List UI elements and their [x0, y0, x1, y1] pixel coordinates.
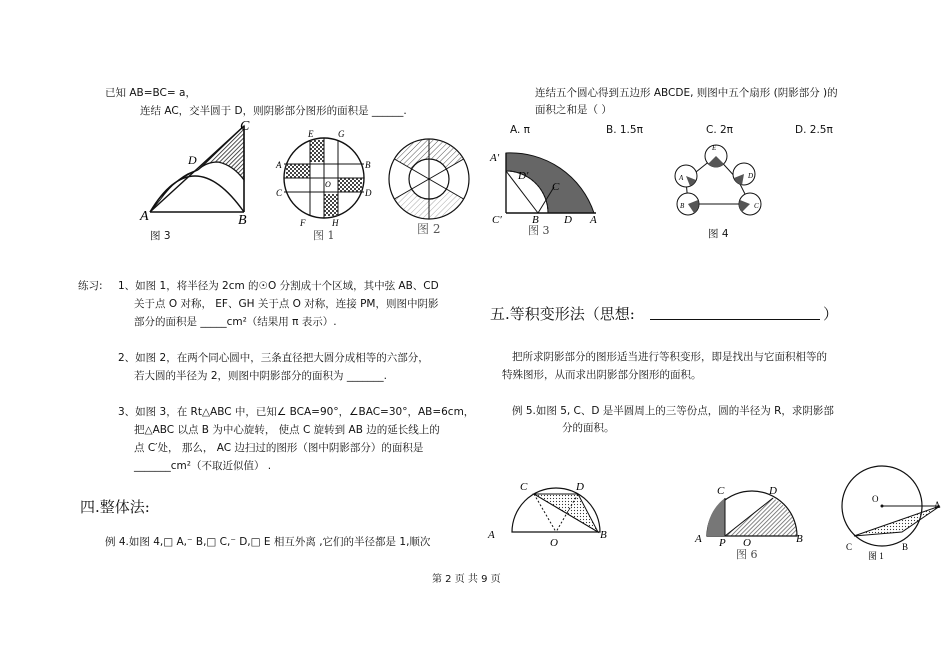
svg-text:C: C	[754, 202, 759, 210]
shaded-region-upper	[198, 126, 244, 180]
figure-6-caption: 图 6	[736, 548, 758, 561]
svg-text:B: B	[600, 529, 607, 541]
figure-1-left	[274, 128, 374, 228]
svg-text:E: E	[712, 144, 717, 152]
svg-text:O: O	[743, 537, 751, 546]
svg-text:O: O	[872, 494, 879, 504]
continued-line-2: 面积之和是（ ）	[535, 104, 612, 116]
figure-4-caption: 图 4	[708, 228, 729, 240]
section-5-heading: 五.等积变形法（思想:	[490, 305, 635, 323]
svg-text:B: B	[365, 160, 371, 170]
example-4-line: 例 4.如图 4,□ A,⁻ B,□ C,⁻ D,□ E 相互外离 ,它们的半径都是 1,顺次	[105, 536, 431, 548]
svg-text:C: C	[240, 120, 250, 134]
svg-text:C: C	[276, 188, 283, 198]
option-d: D. 2.5π	[795, 124, 833, 136]
figure-1-left-caption: 图 1	[313, 229, 335, 242]
svg-text:D: D	[564, 214, 572, 225]
svg-text:C′: C′	[492, 214, 502, 225]
practice-3-line-2: 把△ABC 以点 B 为中心旋转， 使点 C 旋转到 AB 边的延长线上的	[134, 424, 440, 436]
svg-text:G: G	[338, 129, 345, 139]
svg-text:A: A	[679, 174, 684, 182]
continued-line-1: 连结五个圆心得到五边形 ABCDE, 则图中五个扇形 (阴影部分 )的	[535, 87, 838, 99]
practice-1-line-3: 部分的面积是 _____cm²（结果用 π 表示）.	[134, 316, 337, 328]
svg-text:F: F	[300, 218, 306, 228]
section-5-blank	[650, 319, 820, 320]
svg-text:C: C	[552, 181, 560, 193]
practice-3-line-3: 点 C′处， 那么， AC 边扫过的图形（图中阴影部分）的面积是	[134, 442, 424, 454]
svg-text:D: D	[576, 481, 584, 493]
option-a: A. π	[510, 124, 530, 136]
svg-text:D: D	[188, 153, 197, 167]
svg-text:O: O	[325, 180, 331, 189]
figure-5	[486, 476, 616, 548]
practice-1-line-2: 关于点 O 对称， EF、GH 关于点 O 对称，连接 PM，则图中阴影	[134, 298, 439, 310]
svg-text:B: B	[238, 213, 247, 225]
section-5-close: ）	[823, 305, 839, 323]
practice-3-line-4: _______cm²（不取近似值） .	[134, 460, 272, 472]
example-5-line-2: 分的面积。	[562, 422, 615, 434]
section-4-heading: 四.整体法:	[80, 498, 150, 516]
figure-1-right-caption: 图 1	[868, 551, 884, 560]
known-line-2: 连结 AC，交半圆于 D，则阴影部分图形的面积是 ______.	[140, 105, 407, 117]
option-b: B. 1.5π	[606, 124, 643, 136]
figure-3-left-caption: 图 3	[150, 230, 171, 242]
svg-text:D: D	[365, 188, 372, 198]
svg-text:A: A	[590, 214, 597, 225]
figure-4	[672, 138, 772, 223]
svg-text:D: D	[748, 172, 754, 180]
svg-text:D: D	[769, 485, 777, 497]
svg-text:A: A	[934, 500, 941, 510]
svg-text:O: O	[550, 537, 558, 548]
practice-2-line-2: 若大圆的半径为 2，则图中阴影部分的面积为 _______.	[134, 370, 387, 382]
svg-text:C: C	[846, 542, 853, 552]
figure-3-left	[138, 120, 250, 225]
figure-1-right	[832, 462, 944, 560]
svg-text:A: A	[488, 529, 495, 541]
method-desc-line-2: 特殊图形，从而求出阴影部分图形的面积。	[502, 369, 702, 381]
svg-text:H: H	[332, 218, 339, 228]
figure-2	[386, 136, 472, 222]
figure-3-right-caption: 图 3	[528, 224, 550, 237]
svg-text:A′: A′	[490, 152, 500, 164]
svg-text:C: C	[717, 485, 725, 497]
page-footer: 第 2 页 共 9 页	[432, 574, 501, 585]
practice-heading: 练习:	[78, 280, 103, 292]
svg-text:A: A	[695, 533, 702, 545]
svg-text:B: B	[796, 533, 803, 545]
known-line-1: 已知 AB=BC= a，	[105, 87, 196, 99]
figure-2-caption: 图 2	[417, 222, 441, 236]
svg-text:B: B	[680, 202, 685, 210]
svg-text:B: B	[532, 214, 539, 225]
svg-text:C: C	[520, 481, 528, 493]
svg-text:A: A	[276, 160, 282, 170]
svg-text:A: A	[140, 209, 149, 224]
svg-text:B: B	[902, 542, 909, 552]
practice-3-line-1: 3、如图 3，在 Rt△ABC 中，已知∠ BCA=90°，∠BAC=30°，AB=6cm，	[118, 406, 475, 418]
practice-1-line-1: 1、如图 1，将半径为 2cm 的☉O 分割成十个区域，其中弦 AB、CD	[118, 280, 439, 292]
svg-text:E: E	[308, 129, 314, 139]
svg-text:P: P	[719, 537, 726, 546]
svg-text:D′: D′	[518, 170, 529, 182]
method-desc-line-1: 把所求阴影部分的图形适当进行等积变形，即是找出与它面积相等的	[512, 351, 827, 363]
practice-2-line-1: 2、如图 2，在两个同心圆中，三条直径把大圆分成相等的六部分，	[118, 352, 429, 364]
example-5-line-1: 例 5.如图 5, C、D 是半圆周上的三等份点，圆的半径为 R，求阴影部	[512, 405, 834, 417]
option-c: C. 2π	[706, 124, 734, 136]
figure-6	[693, 480, 805, 546]
figure-3-right	[486, 145, 606, 225]
